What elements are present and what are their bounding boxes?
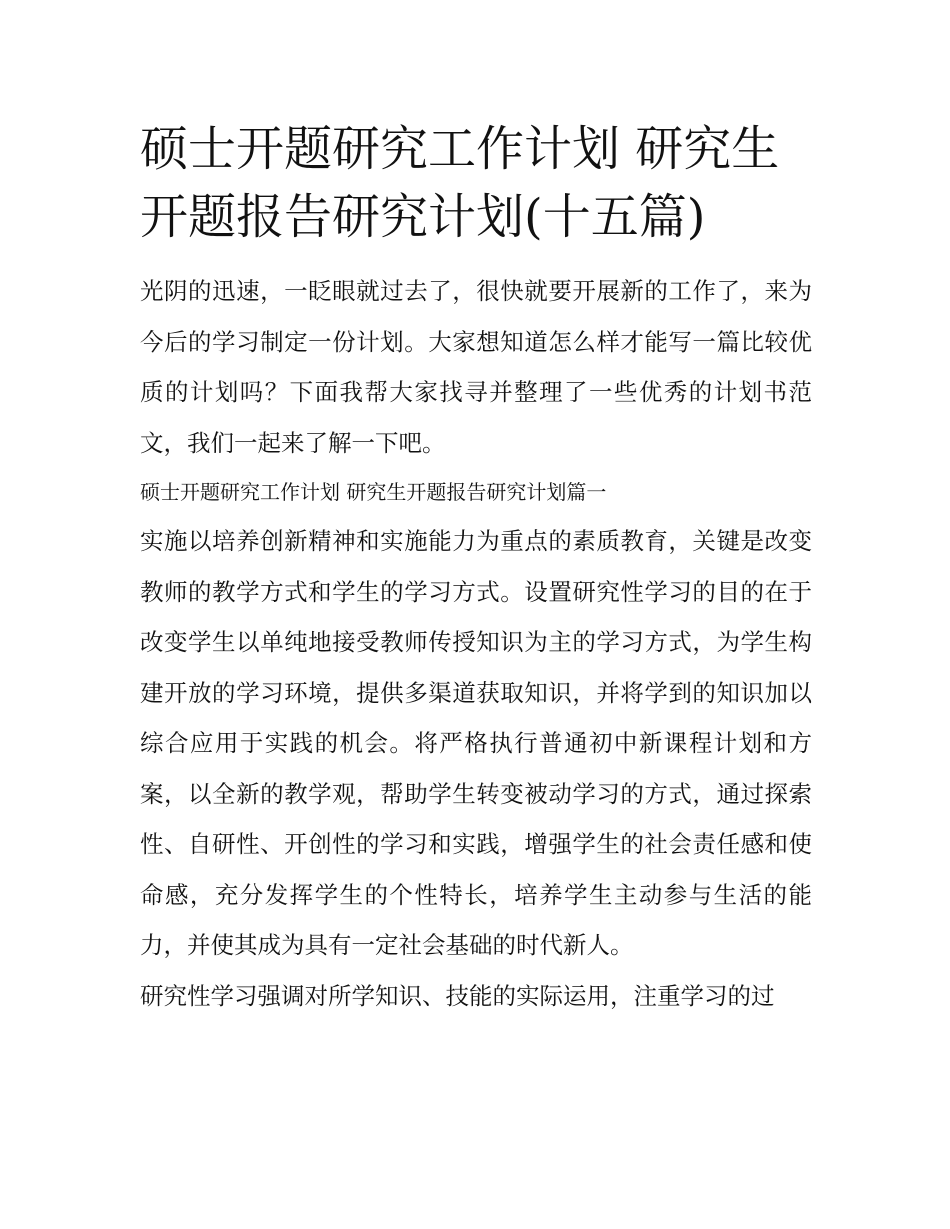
body-paragraph-2: 研究性学习强调对所学知识、技能的实际运用，注重学习的过	[140, 981, 775, 1010]
body-paragraph-1: 实施以培养创新精神和实施能力为重点的素质教育，关键是改变教师的教学方式和学生的学习方式。设置研究性学习的目的在于改变学生以单纯地接受教师传授知识为主的学习方式，为学生构建开放的学习环境，提供多渠道获取知识，并将学到的知识加以综合应用于实践的机会。将严格执行普通初中新课程计划和方案，以全新的教学观，帮助学生转变被动学习的方式，通过探索性、自研性、开创性的学习和实践，增强学生的社会责任感和使命感，充分发挥学生的个性特长，培养学生主动参与生活的能力，并使其成为具有一定社会基础的时代新人。	[140, 527, 812, 959]
section-heading: 硕士开题研究工作计划 研究生开题报告研究计划篇一	[140, 480, 607, 504]
document-content	[140, 115, 812, 1021]
intro-paragraph: 光阴的迅速，一眨眼就过去了，很快就要开展新的工作了，来为今后的学习制定一份计划。大家想知道怎么样才能写一篇比较优质的计划吗？下面我帮大家找寻并整理了一些优秀的计划书范文，我们一起来了解一下吧。	[140, 277, 812, 457]
document-title: 硕士开题研究工作计划 研究生开题报告研究计划(十五篇)	[140, 121, 780, 245]
